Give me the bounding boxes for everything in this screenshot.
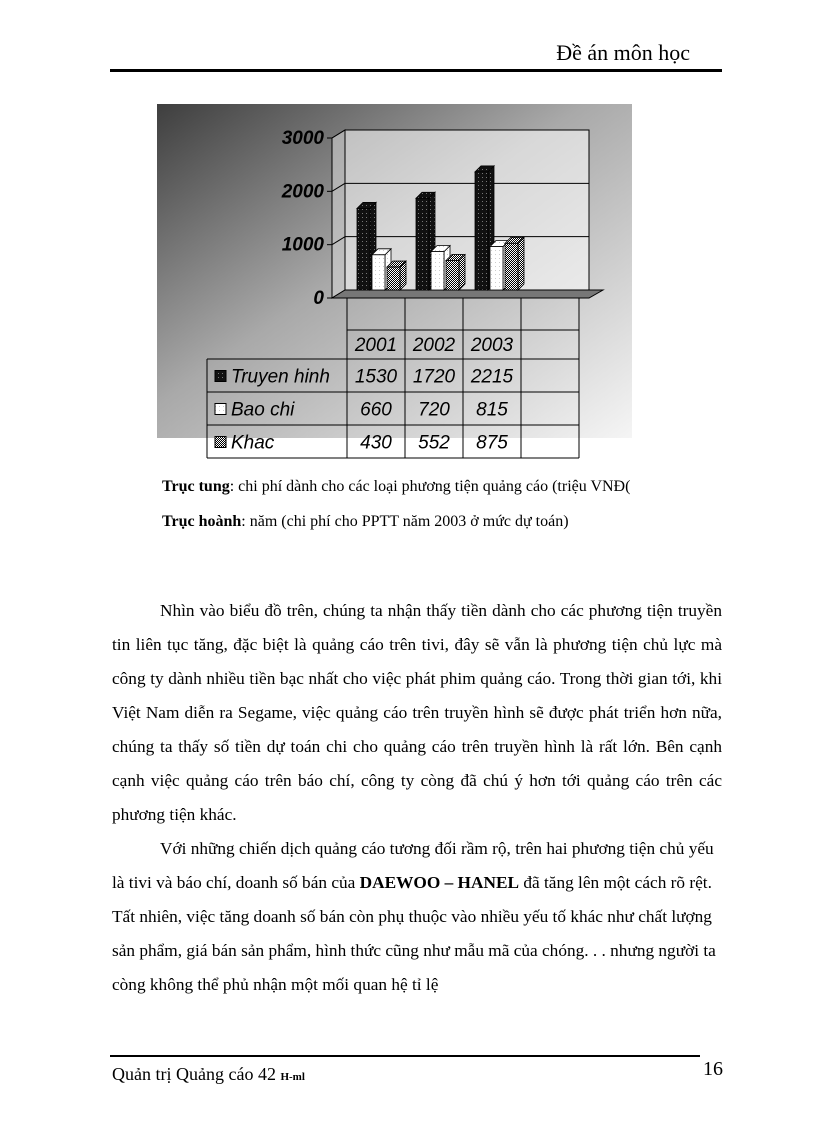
x-axis-caption-label: Trục hoành	[162, 513, 242, 530]
legend-swatch	[215, 437, 226, 448]
data-label: 552	[418, 432, 450, 454]
bar	[505, 243, 518, 290]
y-axis-caption-label: Trục tung	[162, 478, 230, 495]
y-tick-label: 2000	[281, 181, 324, 203]
bar	[372, 255, 385, 290]
chart-floor	[332, 290, 603, 298]
bar-chart	[157, 104, 632, 454]
bar	[387, 267, 400, 290]
header-title: Đề án môn học	[556, 40, 690, 65]
data-label: 1530	[354, 366, 398, 388]
footer-course	[112, 1064, 305, 1085]
paragraph-2-part-2: đã tăng lên một cách rõ rệt. Tất nhiên, việc tăng doanh số bán còn phụ thuộc vào nhiều yếu tố khác như chất lượng sản phẩm, giá bán sản phẩm, hình thức cũng như mẫu mã của chóng. . . nhưng người ta còng không thể phủ nhận một mối quan hệ tỉ lệ	[112, 873, 716, 994]
x-axis-caption	[162, 512, 569, 532]
data-label: 875	[476, 432, 508, 454]
bar	[357, 208, 370, 290]
y-axis-caption-text: : chi phí dành cho các loại phương tiện quảng cáo (triệu VNĐ(	[229, 478, 631, 495]
x-tick-label: 2002	[412, 335, 456, 356]
brand-name: DAEWOO – HANEL	[359, 873, 520, 892]
bar	[416, 198, 429, 290]
bar-side	[518, 237, 524, 290]
x-tick-label: 2003	[470, 335, 514, 356]
paragraph-1: Nhìn vào biểu đồ trên, chúng ta nhận thấy tiền dành cho các phương tiện truyền tin liên tục tăng, đặc biệt là quảng cáo trên tivi, đây sẽ vẫn là phương tiện chủ lực mà công ty dành nhiều tiền bạc nhất cho việc phát phim quảng cáo. Trong thời gian tới, khi Việt Nam diễn ra Segame, việc quảng cáo trên truyền hình sẽ được phát triển hơn nữa, chúng ta thấy số tiền dự toán chi cho quảng cáo trên truyền hình là rất lớn. Bên cạnh cạnh việc quảng cáo trên báo chí, công ty còng đã chú ý hơn tới quảng cáo trên các phương tiện khác.	[112, 601, 722, 824]
y-axis-caption	[162, 477, 630, 497]
legend-swatch	[215, 404, 226, 415]
legend-label: Truyen hinh	[231, 366, 330, 388]
header-rule	[110, 69, 722, 72]
data-label: 815	[476, 399, 508, 421]
paragraph-2-part-1: Với những chiến dịch quảng cáo tương đối rầm rộ, trên hai phương tiện chủ yếu là tivi và báo chí, doanh số bán của	[112, 839, 714, 892]
data-label: 1720	[412, 366, 456, 388]
x-axis-caption-text: : năm (chi phí cho PPTT năm 2003 ở mức dự toán)	[241, 513, 569, 530]
chart-side-wall	[332, 130, 345, 298]
data-label: 2215	[470, 366, 514, 388]
paragraph-2	[112, 832, 722, 1002]
body-text	[112, 594, 722, 1002]
legend-label: Bao chi	[231, 399, 295, 421]
bar	[490, 247, 503, 290]
y-tick-label: 1000	[281, 234, 324, 256]
y-tick-label: 0	[313, 288, 324, 309]
legend-swatch	[215, 371, 226, 382]
legend-label: Khac	[231, 432, 275, 454]
bar	[431, 252, 444, 290]
footer-rule	[110, 1055, 700, 1057]
footer-class-code: H-ml	[280, 1071, 305, 1083]
data-label: 430	[360, 432, 392, 454]
data-label: 660	[360, 399, 392, 421]
bar	[446, 261, 459, 290]
bar	[475, 172, 488, 290]
page-number: 16	[703, 1058, 723, 1080]
footer-course-name: Quản trị Quảng cáo 42	[112, 1064, 281, 1084]
y-tick-label: 3000	[281, 128, 324, 149]
data-label: 720	[418, 399, 450, 421]
x-tick-label: 2001	[354, 335, 398, 356]
